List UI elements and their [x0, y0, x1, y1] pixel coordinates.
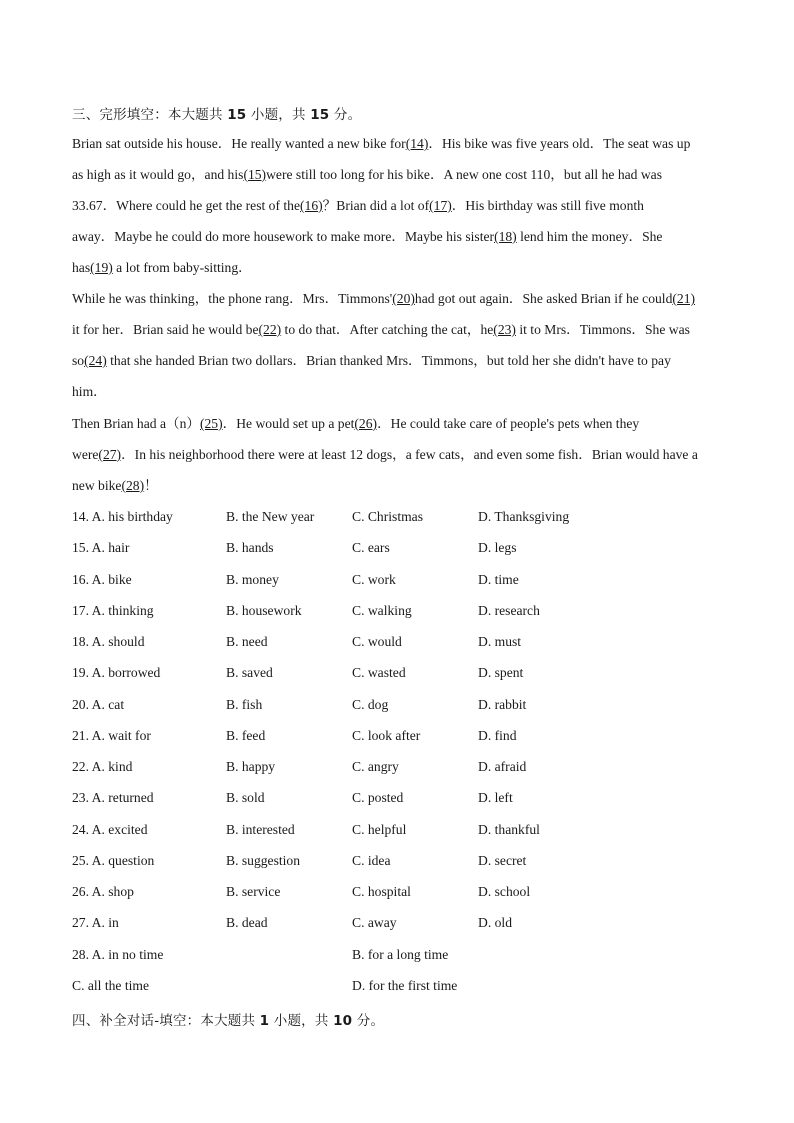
- question-row: [72, 601, 722, 621]
- question-row: [72, 757, 722, 777]
- passage-line: [72, 476, 158, 496]
- option-d: D. school: [478, 884, 531, 899]
- option-d: D. afraid: [478, 759, 527, 774]
- question-row: [72, 788, 722, 808]
- passage-text: ．In his neighborhood there were at least 12 dogs，a few cats，and even some fish．Brian would have a: [121, 447, 698, 462]
- option-b: B. hands: [226, 540, 274, 555]
- passage-line: [72, 196, 644, 216]
- option-a: 15. A. hair: [72, 540, 130, 555]
- option-a: 23. A. returned: [72, 790, 154, 805]
- passage-text: a lot from baby-sitting．: [112, 260, 252, 275]
- option-b: B. the New year: [226, 509, 315, 524]
- blank-number: (24): [84, 353, 107, 368]
- passage-text: ？Brian did a lot of: [322, 198, 430, 213]
- passage-text: him．: [72, 384, 107, 399]
- passage-text: has: [72, 260, 91, 275]
- option-a: 28. A. in no time: [72, 947, 164, 962]
- passage-text: away．Maybe he could do more housework to make more．Maybe his sister: [72, 229, 495, 244]
- option-b: B. housework: [226, 603, 302, 618]
- option-a: 21. A. wait for: [72, 728, 151, 743]
- option-a: 26. A. shop: [72, 884, 134, 899]
- passage-text: new bike: [72, 478, 122, 493]
- option-b: B. fish: [226, 697, 263, 712]
- blank-number: (21): [672, 291, 696, 306]
- option-a: 25. A. question: [72, 853, 155, 868]
- blank-number: (26): [354, 416, 378, 431]
- option-d: D. must: [478, 634, 522, 649]
- passage-text: ．He would set up a pet: [222, 416, 355, 431]
- blank-number: (16): [300, 198, 323, 213]
- passage-line: [72, 351, 671, 371]
- passage-line: [72, 382, 107, 402]
- option-c: C. would: [352, 634, 402, 649]
- blank-number: (15): [243, 167, 267, 182]
- option-c: C. walking: [352, 603, 412, 618]
- question-row: [72, 913, 722, 933]
- blank-number: (19): [90, 260, 113, 275]
- option-a: 16. A. bike: [72, 572, 132, 587]
- passage-text: to do that．After catching the cat，he: [281, 322, 494, 337]
- option-b: B. interested: [226, 822, 295, 837]
- blank-number: (28): [121, 478, 145, 493]
- option-d: D. find: [478, 728, 517, 743]
- passage-text: ．He could take care of people's pets when they: [377, 416, 640, 431]
- option-c: C. work: [352, 572, 396, 587]
- question-row: [72, 632, 722, 652]
- option-b: B. money: [226, 572, 279, 587]
- option-c: C. helpful: [352, 822, 407, 837]
- option-a: 14. A. his birthday: [72, 509, 173, 524]
- option-c: C. dog: [352, 697, 389, 712]
- passage-text: Brian sat outside his house．He really wanted a new bike for: [72, 136, 406, 151]
- option-d: D. time: [478, 572, 519, 587]
- blank-number: (14): [405, 136, 429, 151]
- option-d: D. secret: [478, 853, 527, 868]
- passage-text: While he was thinking，the phone rang．Mrs．Timmons': [72, 291, 393, 306]
- section-3-heading: 三、完形填空：本大题共 15 小题，共 15 分。: [72, 107, 362, 123]
- passage-line: [72, 227, 662, 247]
- option-a: 20. A. cat: [72, 697, 125, 712]
- blank-number: (27): [98, 447, 122, 462]
- option-b: B. dead: [226, 915, 268, 930]
- question-row: [72, 695, 722, 715]
- option-a: 17. A. thinking: [72, 603, 154, 618]
- question-row: [72, 507, 722, 527]
- passage-text: 33.67．Where could he get the rest of the: [72, 198, 300, 213]
- option-a: C. all the time: [72, 978, 150, 993]
- option-c: C. look after: [352, 728, 421, 743]
- question-row: [72, 976, 722, 996]
- blank-number: (23): [493, 322, 516, 337]
- section-4-heading: 四、补全对话-填空：本大题共 1 小题，共 10 分。: [72, 1013, 385, 1029]
- option-c: C. hospital: [352, 884, 411, 899]
- option-c: C. wasted: [352, 665, 406, 680]
- passage-line: [72, 258, 252, 278]
- option-b: B. service: [226, 884, 281, 899]
- question-row: [72, 851, 722, 871]
- option-d: D. thankful: [478, 822, 540, 837]
- option-d: D. Thanksgiving: [478, 509, 570, 524]
- question-row: [72, 570, 722, 590]
- option-a: 22. A. kind: [72, 759, 133, 774]
- option-c: C. posted: [352, 790, 404, 805]
- blank-number: (22): [258, 322, 282, 337]
- option-d: D. left: [478, 790, 513, 805]
- passage-line: [72, 445, 698, 465]
- passage-line: [72, 320, 690, 340]
- passage-text: that she handed Brian two dollars．Brian thanked Mrs．Timmons，but told her she didn't have to pay: [106, 353, 671, 368]
- passage-text: it to Mrs．Timmons．She was: [515, 322, 690, 337]
- passage-text: were: [72, 447, 99, 462]
- question-row: [72, 538, 722, 558]
- option-a: 18. A. should: [72, 634, 145, 649]
- option-a: 19. A. borrowed: [72, 665, 161, 680]
- passage-text: had got out again．She asked Brian if he could: [414, 291, 673, 306]
- option-b: B. feed: [226, 728, 266, 743]
- blank-number: (17): [429, 198, 452, 213]
- passage-text: lend him the money．She: [516, 229, 663, 244]
- passage-text: ！: [144, 478, 158, 493]
- passage-line: [72, 289, 695, 309]
- question-row: [72, 945, 722, 965]
- question-row: [72, 820, 722, 840]
- option-d: D. research: [478, 603, 540, 618]
- option-d: D. old: [478, 915, 512, 930]
- passage-text: ．His bike was five years old．The seat was up: [428, 136, 691, 151]
- blank-number: (18): [494, 229, 517, 244]
- passage-line: [72, 165, 662, 185]
- passage-text: it for her．Brian said he would be: [72, 322, 259, 337]
- passage-text: ．His birthday was still five month: [451, 198, 644, 213]
- passage-line: [72, 134, 690, 154]
- passage-text: were still too long for his bike．A new one cost 110，but all he had was: [266, 167, 663, 182]
- option-c: C. angry: [352, 759, 399, 774]
- option-c: C. ears: [352, 540, 390, 555]
- option-b: B. saved: [226, 665, 273, 680]
- question-row: [72, 726, 722, 746]
- option-b: B. sold: [226, 790, 265, 805]
- option-c: C. idea: [352, 853, 391, 868]
- passage-text: as high as it would go，and his: [72, 167, 244, 182]
- option-a: 27. A. in: [72, 915, 119, 930]
- option-c: C. Christmas: [352, 509, 423, 524]
- blank-number: (25): [199, 416, 223, 431]
- option-c: B. for a long time: [352, 947, 449, 962]
- question-row: [72, 882, 722, 902]
- passage-text: so: [72, 353, 85, 368]
- option-d: D. rabbit: [478, 697, 527, 712]
- option-b: B. suggestion: [226, 853, 301, 868]
- option-c: D. for the first time: [352, 978, 458, 993]
- passage-line: [72, 414, 639, 434]
- option-d: D. spent: [478, 665, 524, 680]
- blank-number: (20): [392, 291, 415, 306]
- option-b: B. happy: [226, 759, 276, 774]
- option-a: 24. A. excited: [72, 822, 148, 837]
- option-b: B. need: [226, 634, 268, 649]
- option-d: D. legs: [478, 540, 517, 555]
- question-row: [72, 663, 722, 683]
- option-c: C. away: [352, 915, 397, 930]
- passage-text: Then Brian had a（n）: [72, 416, 200, 431]
